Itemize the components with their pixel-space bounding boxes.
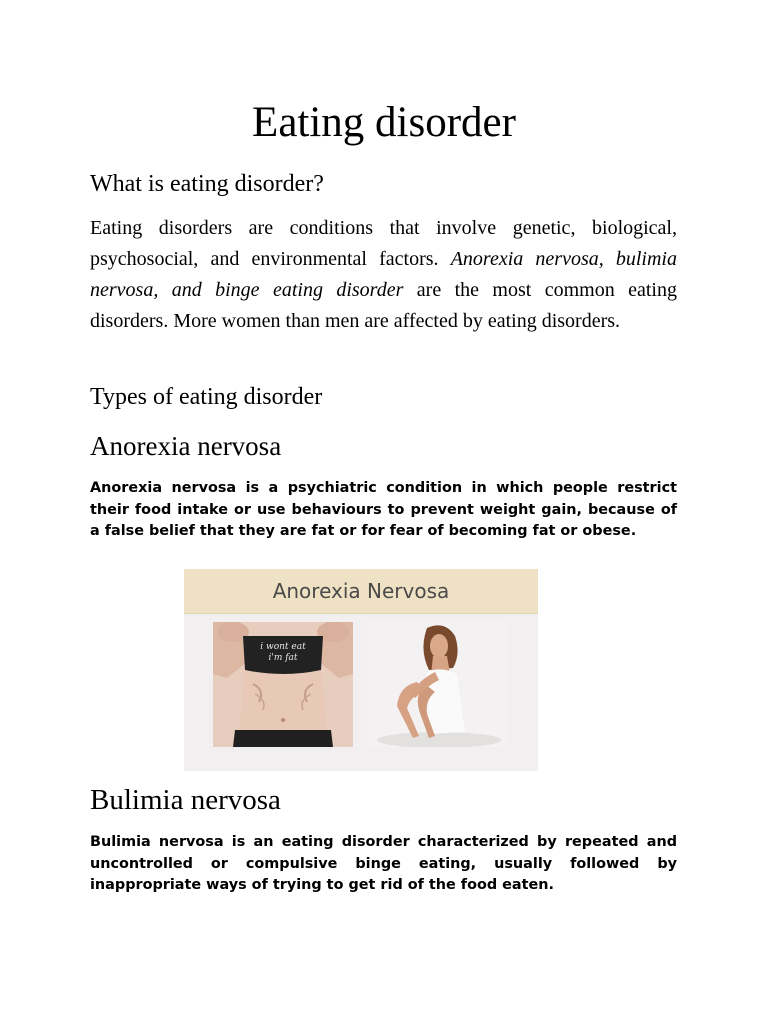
model-illustration [369,622,508,747]
anorexia-figure [184,569,538,771]
bulimia-paragraph: Bulimia nervosa is an eating disorder characterized by repeated and uncontrolled or compulsive binge eating, usually followed by inappropriate ways of trying to get rid of the food eaten. [90,834,677,893]
anorexia-heading: Anorexia nervosa [90,431,282,461]
shirt-text [213,642,353,664]
anorexia-paragraph: Anorexia nervosa is a psychiatric condition in which people restrict their food intake or use behaviours to prevent weight gain, because of a false belief that they are fat or for fear of becoming fat or obese. [90,480,677,539]
bulimia-heading: Bulimia nervosa [90,784,281,816]
model-photo [369,622,508,747]
types-heading: Types of eating disorder [90,384,323,410]
page-title: Eating disorder [252,99,516,146]
intro-text-2: are the most common eating disorders. More women than men are affected by eating disorders. [90,279,677,332]
torso-photo [213,622,353,747]
intro-text-1: Eating disorders are conditions that involve genetic, biological, psychosocial, and environmental factors. [90,217,677,270]
question-heading: What is eating disorder? [90,171,324,197]
shirt-text-line-1: i wont eat [260,642,306,652]
figure-banner: Anorexia Nervosa [184,569,538,614]
torso-illustration [213,622,353,747]
intro-italic-text: Anorexia nervosa, bulimia nervosa, and binge eating disorder [90,248,677,301]
shirt-text-line-2: i'm fat [268,653,298,663]
intro-paragraph [90,213,677,337]
